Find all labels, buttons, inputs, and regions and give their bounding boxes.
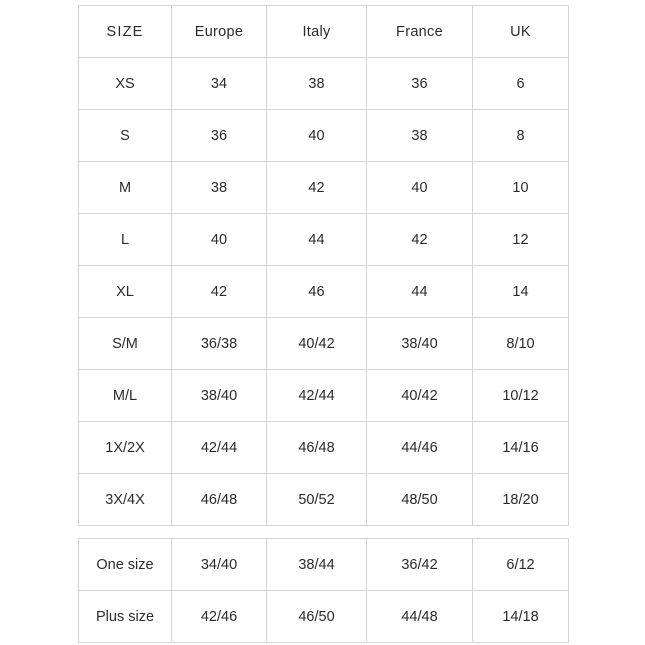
row-label: M/L: [79, 370, 172, 422]
table-row: [79, 370, 569, 422]
column-header-uk: UK: [473, 6, 569, 58]
row-label: S: [79, 110, 172, 162]
cell-uk: 8/10: [473, 318, 569, 370]
table-row: [79, 474, 569, 526]
cell-france: 44/48: [367, 591, 473, 643]
cell-uk: 14: [473, 266, 569, 318]
row-label: 1X/2X: [79, 422, 172, 474]
cell-france: 44/46: [367, 422, 473, 474]
cell-uk: 6: [473, 58, 569, 110]
cell-italy: 44: [267, 214, 367, 266]
cell-uk: 18/20: [473, 474, 569, 526]
cell-france: 44: [367, 266, 473, 318]
cell-europe: 42/44: [172, 422, 267, 474]
cell-italy: 38: [267, 58, 367, 110]
cell-europe: 40: [172, 214, 267, 266]
cell-italy: 38/44: [267, 539, 367, 591]
row-label: S/M: [79, 318, 172, 370]
row-label: Plus size: [79, 591, 172, 643]
row-label: 3X/4X: [79, 474, 172, 526]
row-label: XL: [79, 266, 172, 318]
table-row: [79, 591, 569, 643]
cell-europe: 34/40: [172, 539, 267, 591]
table-row: [79, 318, 569, 370]
cell-italy: 50/52: [267, 474, 367, 526]
cell-europe: 36/38: [172, 318, 267, 370]
cell-france: 42: [367, 214, 473, 266]
row-label: M: [79, 162, 172, 214]
cell-uk: 14/16: [473, 422, 569, 474]
cell-italy: 46/48: [267, 422, 367, 474]
table-row: [79, 162, 569, 214]
cell-uk: 14/18: [473, 591, 569, 643]
cell-europe: 46/48: [172, 474, 267, 526]
cell-uk: 10/12: [473, 370, 569, 422]
column-header-italy: Italy: [267, 6, 367, 58]
cell-europe: 38: [172, 162, 267, 214]
row-label: L: [79, 214, 172, 266]
cell-france: 40: [367, 162, 473, 214]
cell-italy: 42/44: [267, 370, 367, 422]
cell-uk: 12: [473, 214, 569, 266]
cell-uk: 6/12: [473, 539, 569, 591]
cell-france: 36/42: [367, 539, 473, 591]
table-row: [79, 539, 569, 591]
cell-france: 38: [367, 110, 473, 162]
cell-france: 38/40: [367, 318, 473, 370]
cell-europe: 34: [172, 58, 267, 110]
cell-france: 36: [367, 58, 473, 110]
row-label: One size: [79, 539, 172, 591]
table-row: [79, 214, 569, 266]
one-size-table-container: [78, 538, 568, 643]
row-label: XS: [79, 58, 172, 110]
cell-italy: 40/42: [267, 318, 367, 370]
column-header-france: France: [367, 6, 473, 58]
cell-france: 48/50: [367, 474, 473, 526]
cell-europe: 42/46: [172, 591, 267, 643]
table-row: [79, 58, 569, 110]
table-header-row: [79, 6, 569, 58]
size-conversion-table-container: [78, 5, 568, 526]
cell-europe: 36: [172, 110, 267, 162]
table-row: [79, 422, 569, 474]
table-row: [79, 110, 569, 162]
cell-italy: 42: [267, 162, 367, 214]
cell-italy: 46/50: [267, 591, 367, 643]
column-header-size: SIZE: [79, 6, 172, 58]
cell-france: 40/42: [367, 370, 473, 422]
one-size-table: [78, 538, 569, 643]
cell-italy: 46: [267, 266, 367, 318]
size-conversion-table: [78, 5, 569, 526]
cell-europe: 38/40: [172, 370, 267, 422]
column-header-europe: Europe: [172, 6, 267, 58]
cell-uk: 10: [473, 162, 569, 214]
cell-uk: 8: [473, 110, 569, 162]
cell-europe: 42: [172, 266, 267, 318]
table-row: [79, 266, 569, 318]
cell-italy: 40: [267, 110, 367, 162]
